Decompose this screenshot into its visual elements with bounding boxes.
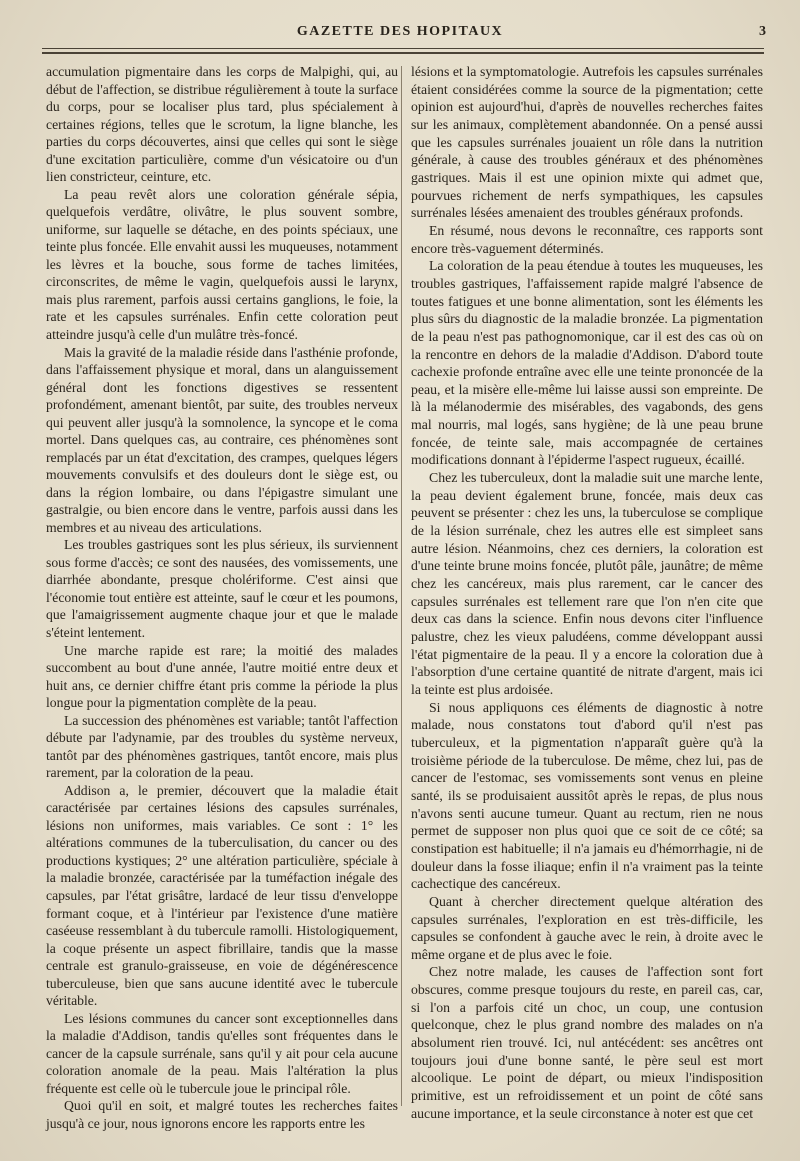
masthead bbox=[0, 22, 800, 44]
page-number: 3 bbox=[759, 24, 766, 39]
paragraph: La succession des phénomènes est variable; tantôt l'affection débute par l'adynamie, par des troubles du système nerveux, tantôt par des phénomènes gastriques, tantôt encore, mais plus rarement, par la coloration de la peau. bbox=[46, 712, 398, 781]
paragraph: Si nous appliquons ces éléments de diagnostic à notre malade, nous constatons tout d'abord qu'il n'est pas tuberculeux, et la pigmentation n'apparaît guère qu'à la troisième période de la tuberculose. De même, chez lui, pas de cancer de l'estomac, ses vomissements sont venus en pleine santé, ils se produisaient aussitôt après le repas, de plus nous n'avons senti aucune tumeur. Quant au rectum, rien ne nous permet de supposer non plus quoi que ce soit de ce côté; sa constipation est habituelle; il n'a jamais eu d'hémorrhagie, ni de douleur dans la fosse iliaque; enfin il n'a vraiment pas la teinte cachectique des cancéreux. bbox=[411, 699, 763, 892]
column-divider bbox=[401, 66, 402, 1106]
header-rule bbox=[42, 48, 764, 49]
paragraph: La peau revêt alors une coloration générale sépia, quelquefois verdâtre, olivâtre, le plus souvent sombre, uniforme, sur laquelle se détache, en des points spéciaux, une teinte plus foncée. Elle envahit aussi les muqueuses, notamment les lèvres et la bouche, sous forme de taches limitées, circonscrites, de même le vagin, quelquefois aussi le larynx, mais plus rarement, parfois aussi certains ganglions, le foie, la rate et les capsules surrénales. Enfin cette coloration peut atteindre jusqu'à celle d'un mulâtre très-foncé. bbox=[46, 186, 398, 342]
paragraph: En résumé, nous devons le reconnaître, ces rapports sont encore très-vaguement déterminés. bbox=[411, 222, 763, 256]
paragraph: Mais la gravité de la maladie réside dans l'asthénie profonde, dans l'affaissement physique et moral, dans un alanguissement général dont les fonctions digestives se ressentent profondément, amenant bientôt, par suite, des troubles nerveux qui peuvent aller jusqu'à la somnolence, la syncope et le coma mortel. Dans quelques cas, au contraire, ces phénomènes sont remplacés par un état d'excitation, des crampes, quelques légers mouvements convulsifs et des douleurs dont le siège est, ou dans la région lombaire, ou dans l'épigastre simulant une gastralgie, ou bien encore dans le ventre, parfois aussi dans les membres et au niveau des articulations. bbox=[46, 344, 398, 535]
left-column bbox=[46, 63, 398, 1132]
right-column bbox=[411, 63, 763, 1122]
paragraph: La coloration de la peau étendue à toutes les muqueuses, les troubles gastriques, l'affaissement rapide malgré l'absence de toutes fatigues et une bonne alimentation, sont les éléments les plus sûrs du diagnostic de la maladie bronzée. La pigmentation de la peau n'est pas pathognomonique, car il est des cas où on la rencontre en dehors de la maladie d'Addison. D'abord toute cachexie profonde entraîne avec elle une teinte prononcée de la peau, et la misère elle-même lui laisse aussi son empreinte. De là la mélanodermie des misérables, des vagabonds, des gens mal nourris, mal logés, sans hygiène; de là une peau brune foncée, de teinte sale, mais accompagnée de certaines modifications donnant à l'épiderme l'aspect rugueux, écaillé. bbox=[411, 258, 763, 468]
paragraph: lésions et la symptomatologie. Autrefois les capsules surrénales étaient considérées comme la source de la pigmentation; cette opinion est aujourd'hui, d'après de nouvelles recherches faites sur les animaux, complètement abandonnée. On a pensé aussi que les capsules surrénales jouaient un rôle dans la nutrition générale, à cause des troubles généraux et des phénomènes gastriques. Mais il est une opinion mixte qui admet que, pourvues richement de nerfs sympathiques, les capsules surrénales lésées amenaient des troubles généraux profonds. bbox=[411, 64, 763, 221]
paragraph: Chez les tuberculeux, dont la maladie suit une marche lente, la peau devient également brune, foncée, mais deux cas peuvent se présenter : chez les uns, la tuberculose se complique de la lésion surrénale, chez les autres elle est simpleet sans autre lésion. Néanmoins, chez ces derniers, la coloration est d'une teinte brune moins foncée, plutôt pâle, jaunâtre; de même chez les cancéreux, mais plus rarement, car le cancer des capsules surrénales est tellement rare que l'on n'en cite que deux cas dans la science. Enfin nous devons citer l'influence palustre, chez les vieux paludéens, comme développant aussi l'état pigmentaire de la peau. Il y a encore la coloration due à l'absorption d'une certaine quantité de nitrate d'argent, mais ici la teinte est plus ardoisée. bbox=[411, 470, 763, 697]
paragraph: Quoi qu'il en soit, et malgré toutes les recherches faites jusqu'à ce jour, nous ignorons encore les rapports entre les bbox=[46, 1098, 398, 1131]
paragraph: Chez notre malade, les causes de l'affection sont fort obscures, comme presque toujours du reste, en pareil cas, car, si l'on a parfois cité un choc, un coup, une contusion quelconque, chez le plus grand nombre des malades on n'a absolument rien trouvé. Ici, nul antécédent: ses ancêtres ont toujours joui d'une bonne santé, le père seul est mort alcoolique. Le point de départ, ou mieux l'indisposition primitive, est un refroidissement et un point de côté sans aucune importance, et la seule circonstance à noter est que cet bbox=[411, 964, 763, 1121]
paragraph: Les troubles gastriques sont les plus sérieux, ils surviennent sous forme d'accès; ce sont des nausées, des vomissements, une diarrhée abondante, presque cholériforme. C'est ainsi que l'économie tout entière est atteinte, sauf le cœur et les poumons, que l'amaigrissement augmente chaque jour et que le malade s'éteint lentement. bbox=[46, 537, 398, 640]
paragraph: Une marche rapide est rare; la moitié des malades succombent au bout d'une année, l'autre moitié entre deux et huit ans, ce dernier chiffre étant pris comme la période la plus longue pour la pigmentation complète de la peau. bbox=[46, 642, 398, 711]
paragraph: accumulation pigmentaire dans les corps de Malpighi, qui, au début de l'affection, se distribue régulièrement à toute la surface du corps, pour se localiser plus tard, plus spécialement à certaines régions, telles que le scrotum, la ligne blanche, les parties du corps découvertes, ainsi que celles qui sont le siège d'une excitation particulière, comme d'un vésicatoire ou d'un lien constricteur, ceinture, etc. bbox=[46, 64, 398, 185]
header-rule-thick bbox=[42, 52, 764, 54]
newspaper-title: GAZETTE DES HOPITAUX bbox=[296, 24, 504, 39]
paragraph: Les lésions communes du cancer sont exceptionnelles dans la maladie d'Addison, tandis qu'elles sont fréquentes dans le cancer de la capsule surrénale, sans qu'il y ait pour cela aucune coloration anomale de la peau. Mais l'altération la plus fréquente est celle où le tubercule joue le principal rôle. bbox=[46, 1010, 398, 1096]
paragraph: Quant à chercher directement quelque altération des capsules surrénales, l'exploration en est très-difficile, les capsules se confondent à gauche avec le rein, à droite avec le même organe et de plus avec le foie. bbox=[411, 893, 763, 962]
paragraph: Addison a, le premier, découvert que la maladie était caractérisée par certaines lésions des capsules surrénales, lésions non uniformes, mais variables. Ce sont : 1° les altérations communes de la tuberculisation, du cancer ou des productions kystiques; 2° une altération particulière, spéciale à la maladie bronzée, caractérisée par la tuméfaction inégale des capsules, par l'état grisâtre, lardacé de leur tissu d'enveloppe formant coque, et à l'intérieur par l'existence d'une matière caséeuse ressemblant à du tubercule ramolli. Histologiquement, la coque présente un aspect fibrillaire, tandis que la masse centrale est granulo-graisseuse, en voie de dégénérescence tuberculeuse, bien que sans aucune identité avec le tubercule véritable. bbox=[46, 782, 398, 1009]
